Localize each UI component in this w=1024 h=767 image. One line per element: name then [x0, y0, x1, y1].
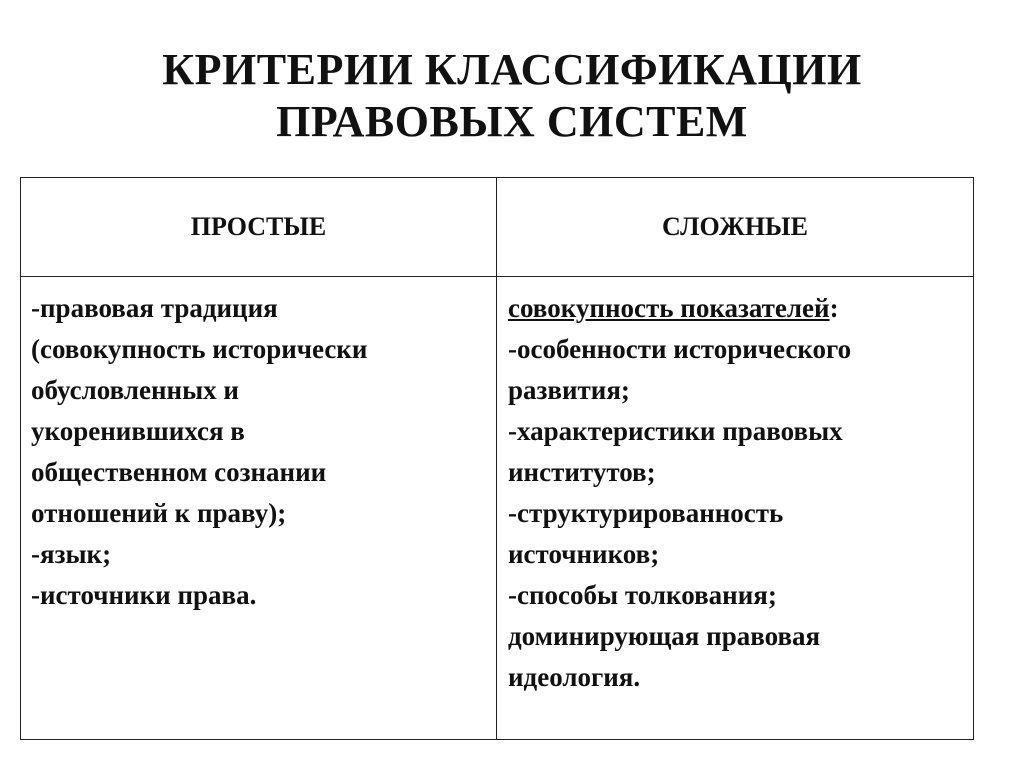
simple-line: укоренившихся в: [31, 416, 245, 446]
complex-heading-colon: :: [829, 293, 839, 323]
header-divider: [21, 276, 973, 277]
header-simple: ПРОСТЫЕ: [190, 212, 327, 241]
simple-line: -правовая традиция: [31, 293, 278, 323]
title-line-1: КРИТЕРИИ КЛАССИФИКАЦИИ: [162, 45, 862, 94]
classification-table: [20, 177, 974, 740]
complex-line: -структурированность: [508, 498, 784, 528]
complex-line: развития;: [508, 375, 630, 405]
complex-line: источников;: [508, 539, 660, 569]
complex-heading-line: [508, 288, 968, 329]
complex-line: доминирующая правовая: [508, 621, 821, 651]
simple-line: обусловленных и: [31, 375, 239, 405]
cell-simple: [31, 288, 486, 616]
header-complex: СЛОЖНЫЕ: [662, 212, 808, 241]
complex-line: -особенности исторического: [508, 334, 852, 364]
simple-line: -язык;: [31, 539, 112, 569]
complex-line: -характеристики правовых: [508, 416, 843, 446]
complex-line: идеология.: [508, 662, 641, 692]
cell-complex: [508, 288, 968, 698]
complex-heading: совокупность показателей: [508, 293, 830, 323]
simple-line: отношений к праву);: [31, 498, 287, 528]
complex-line: институтов;: [508, 457, 656, 487]
simple-line: (совокупность исторически: [31, 334, 368, 364]
simple-line: общественном сознании: [31, 457, 327, 487]
page-title: [0, 44, 1024, 148]
simple-line: -источники права.: [31, 580, 257, 610]
title-line-2: ПРАВОВЫХ СИСТЕМ: [276, 97, 748, 146]
complex-line: -способы толкования;: [508, 580, 777, 610]
